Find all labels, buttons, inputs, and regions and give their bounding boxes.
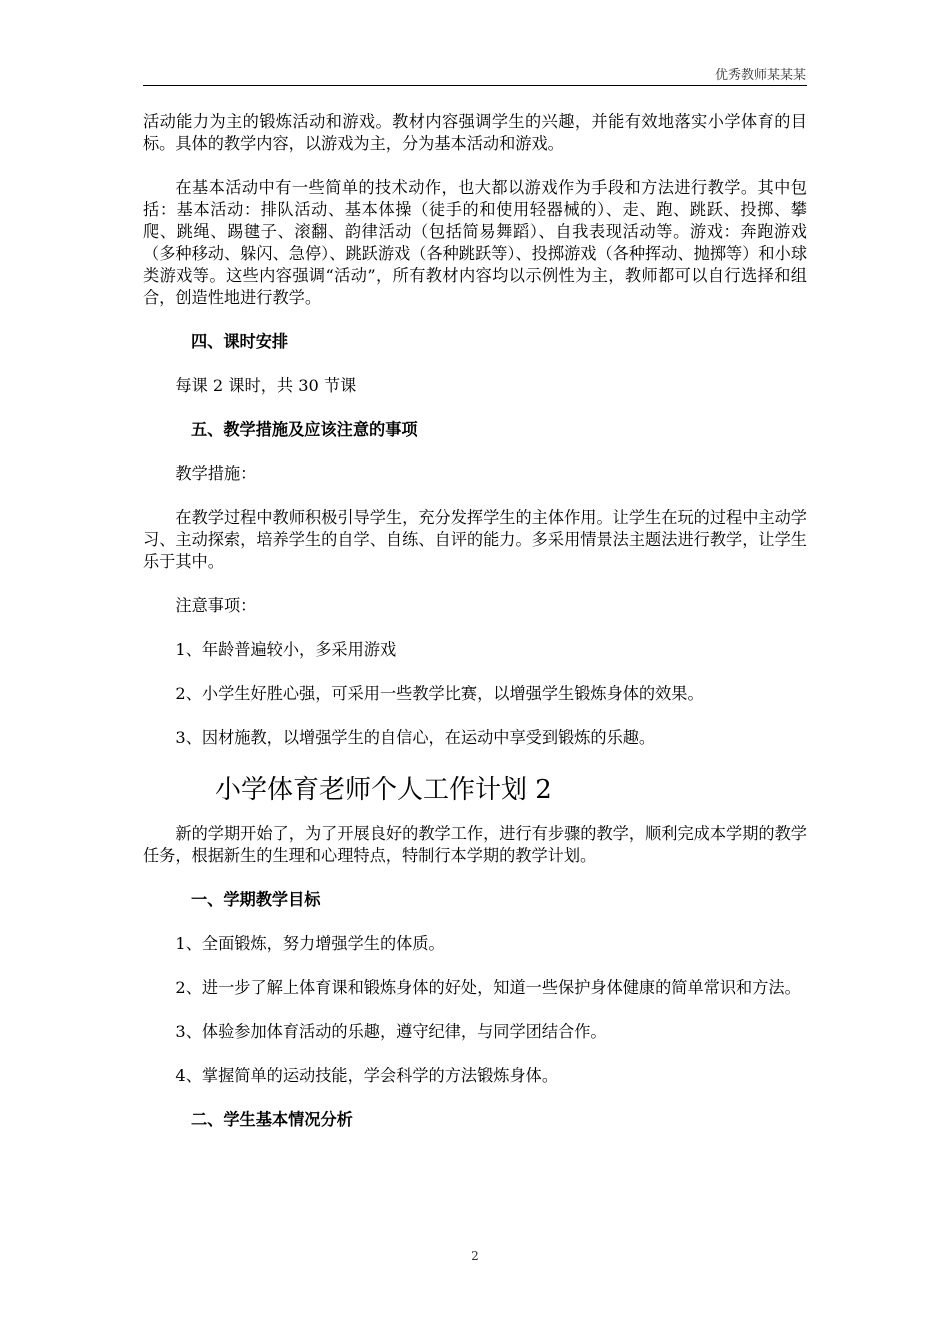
heading-student-analysis: 二、学生基本情况分析 (191, 1110, 353, 1129)
note-item: 2、小学生好胜心强，可采用一些教学比赛，以增强学生锻炼身体的效果。 (175, 684, 704, 703)
paragraph-basic-activities: 在基本活动中有一些简单的技术动作，也大都以游戏作为手段和方法进行教学。其中包括：基本活动：排队活动、基本体操（徒手的和使用轻器械的）、走、跑、跳跃、投掷、攀爬、跳绳、踢毽子、滚翻、韵律活动（包括简易舞蹈）、自我表现活动等。游戏：奔跑游戏（多种移动、躲闪、急停）、跳跃游戏（各种跳跃等）、投掷游戏（各种挥动、抛掷等）和小球类游戏等。这些内容强调“活动”，所有教材内容均以示例性为主，教师都可以自行选择和组合，创造性地进行教学。 (143, 178, 807, 307)
page-header-text: 优秀教师某某某 (714, 68, 806, 83)
goal-item: 4、掌握简单的运动技能，学会科学的方法锻炼身体。 (175, 1066, 559, 1085)
paragraph-activities-intro: 活动能力为主的锻炼活动和游戏。教材内容强调学生的兴趣，并能有效地落实小学体育的目标。具体的教学内容，以游戏为主，分为基本活动和游戏。 (143, 112, 807, 153)
document-body (143, 111, 807, 1131)
paragraph-class-hours: 每课 2 课时，共 30 节课 (175, 376, 357, 395)
heading-teaching-measures: 五、教学措施及应该注意的事项 (191, 420, 418, 439)
goal-item: 3、体验参加体育活动的乐趣，遵守纪律，与同学团结合作。 (175, 1022, 607, 1041)
heading-class-hours: 四、课时安排 (191, 332, 289, 351)
goal-item: 2、进一步了解上体育课和锻炼身体的好处，知道一些保护身体健康的简单常识和方法。 (175, 978, 801, 997)
note-item: 1、年龄普遍较小，多采用游戏 (175, 640, 397, 659)
label-notes: 注意事项： (175, 596, 257, 615)
header-divider (143, 85, 807, 86)
plan2-title: 小学体育老师个人工作计划 2 (215, 775, 552, 805)
label-teaching-measures: 教学措施： (175, 464, 257, 483)
note-item: 3、因材施教，以增强学生的自信心，在运动中享受到锻炼的乐趣。 (175, 728, 656, 747)
goal-item: 1、全面锻炼，努力增强学生的体质。 (175, 934, 445, 953)
paragraph-teaching-measures: 在教学过程中教师积极引导学生，充分发挥学生的主体作用。让学生在玩的过程中主动学习、主动探索，培养学生的自学、自练、自评的能力。多采用情景法主题法进行教学，让学生乐于其中。 (143, 508, 807, 571)
paragraph-plan2-intro: 新的学期开始了，为了开展良好的教学工作，进行有步骤的教学，顺利完成本学期的教学任务，根据新生的生理和心理特点，特制行本学期的教学计划。 (143, 824, 807, 865)
page-number: 2 (471, 1249, 479, 1263)
heading-term-goals: 一、学期教学目标 (191, 890, 321, 909)
